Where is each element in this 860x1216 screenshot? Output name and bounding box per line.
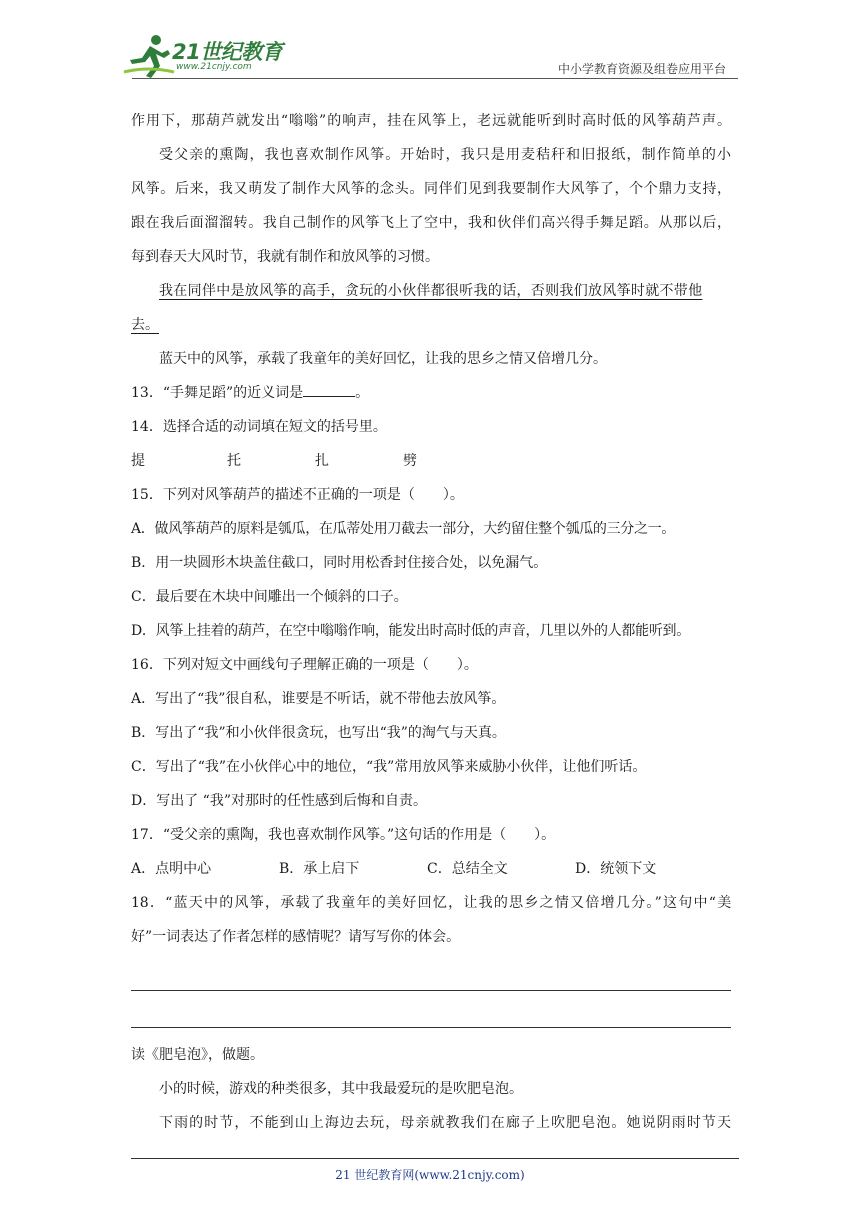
worksheet-content: [131, 104, 731, 1140]
question-18-cont: 好”一词表达了作者怎样的感情呢？请写写你的体会。: [131, 929, 461, 945]
runner-logo-icon: [120, 32, 176, 78]
logo-brand-text: 21世纪教育: [172, 40, 283, 64]
question-13: [131, 376, 731, 410]
passage-line: 风筝。后来，我又萌发了制作大风筝的念头。同伴们见到我要制作大风筝了，个个鼎力支持，: [131, 181, 731, 197]
verb-choice: 劈: [403, 453, 417, 469]
site-logo: [120, 32, 290, 78]
option-a: A．做风筝葫芦的原料是瓠瓜，在瓜蒂处用刀截去一部分，大约留住整个瓠瓜的三分之一。: [131, 521, 676, 537]
header-divider: [132, 78, 738, 79]
passage-line: 小的时候，游戏的种类很多，其中我最爱玩的是吹肥皂泡。: [159, 1081, 523, 1097]
passage-paragraph: [131, 138, 731, 274]
passage-line: 下雨的时节，不能到山上海边去玩，母亲就教我们在廊子上吹肥皂泡。她说阴雨时节天: [159, 1115, 731, 1131]
logo-url-text: www.21cnjy.com: [176, 62, 252, 72]
verb-choices: [131, 444, 731, 478]
option-d: D．写出了 “我”对那时的任性感到后悔和自责。: [131, 793, 427, 809]
option-a: A．点明中心: [131, 861, 212, 877]
question-text: 13．“手舞足蹈”的近义词是: [131, 385, 304, 401]
underlined-line: 去。: [131, 317, 159, 333]
passage2-title: 读《肥皂泡》，做题。: [131, 1047, 264, 1063]
passage-line: 每到春天大风时节，我就有制作和放风筝的习惯。: [131, 249, 439, 265]
header-platform-text: 中小学教育资源及组卷应用平台: [557, 62, 726, 76]
question-18: 18．“蓝天中的风筝，承载了我童年的美好回忆，让我的思乡之情又倍增几分。”这句中“美: [131, 895, 731, 911]
option-d: D．统领下文: [575, 861, 657, 877]
question-17: 17．“受父亲的熏陶，我也喜欢制作风筝。”这句话的作用是（ ）。: [131, 827, 556, 843]
passage-closing: 蓝天中的风筝，承载了我童年的美好回忆，让我的思乡之情又倍增几分。: [159, 351, 607, 367]
question-text: 。: [355, 385, 370, 401]
verb-choice: 托: [227, 453, 241, 469]
page-footer: 21 世纪教育网(www.21cnjy.com): [335, 1168, 525, 1182]
option-b: B．写出了“我”和小伙伴很贪玩，也写出“我”的淘气与天真。: [131, 725, 506, 741]
underlined-line: 我在同伴中是放风筝的高手，贪玩的小伙伴都很听我的话，否则我们放风筝时就不带他: [159, 283, 703, 299]
footer-divider: [131, 1158, 739, 1159]
option-b: B．承上启下: [279, 861, 360, 877]
question-16: 16．下列对短文中画线句子理解正确的一项是（ ）。: [131, 657, 478, 673]
question-15: 15．下列对风筝葫芦的描述不正确的一项是（ ）。: [131, 487, 464, 503]
question-17-options: [131, 852, 731, 886]
verb-choice: 提: [131, 453, 145, 469]
option-c: C．写出了“我”在小伙伴心中的地位，“我”常用放风筝来威胁小伙伴，让他们听话。: [131, 759, 647, 775]
option-d: D．风筝上挂着的葫芦，在空中嗡嗡作响，能发出时高时低的声音，几里以外的人都能听到。: [131, 623, 690, 639]
verb-choice: 扎: [315, 453, 329, 469]
option-c: C．总结全文: [427, 861, 508, 877]
question-14: 14．选择合适的动词填在短文的括号里。: [131, 419, 387, 435]
page-header: [120, 28, 738, 82]
answer-blank[interactable]: [303, 378, 355, 397]
answer-line[interactable]: [131, 954, 731, 991]
underlined-sentence: [131, 274, 731, 342]
passage-line: 作用下，那葫芦就发出“嗡嗡”的响声，挂在风筝上，老远就能听到时高时低的风筝葫芦声。: [131, 113, 731, 129]
option-c: C．最后要在木块中间雕出一个倾斜的口子。: [131, 589, 408, 605]
passage-line: 跟在我后面溜溜转。我自己制作的风筝飞上了空中，我和伙伴们高兴得手舞足蹈。从那以后，: [131, 215, 731, 231]
option-a: A．写出了“我”很自私，谁要是不听话，就不带他去放风筝。: [131, 691, 506, 707]
answer-line[interactable]: [131, 991, 731, 1028]
passage-line: 受父亲的熏陶，我也喜欢制作风筝。开始时，我只是用麦秸秆和旧报纸，制作简单的小: [159, 147, 731, 163]
option-b: B．用一块圆形木块盖住截口，同时用松香封住接合处，以免漏气。: [131, 555, 548, 571]
